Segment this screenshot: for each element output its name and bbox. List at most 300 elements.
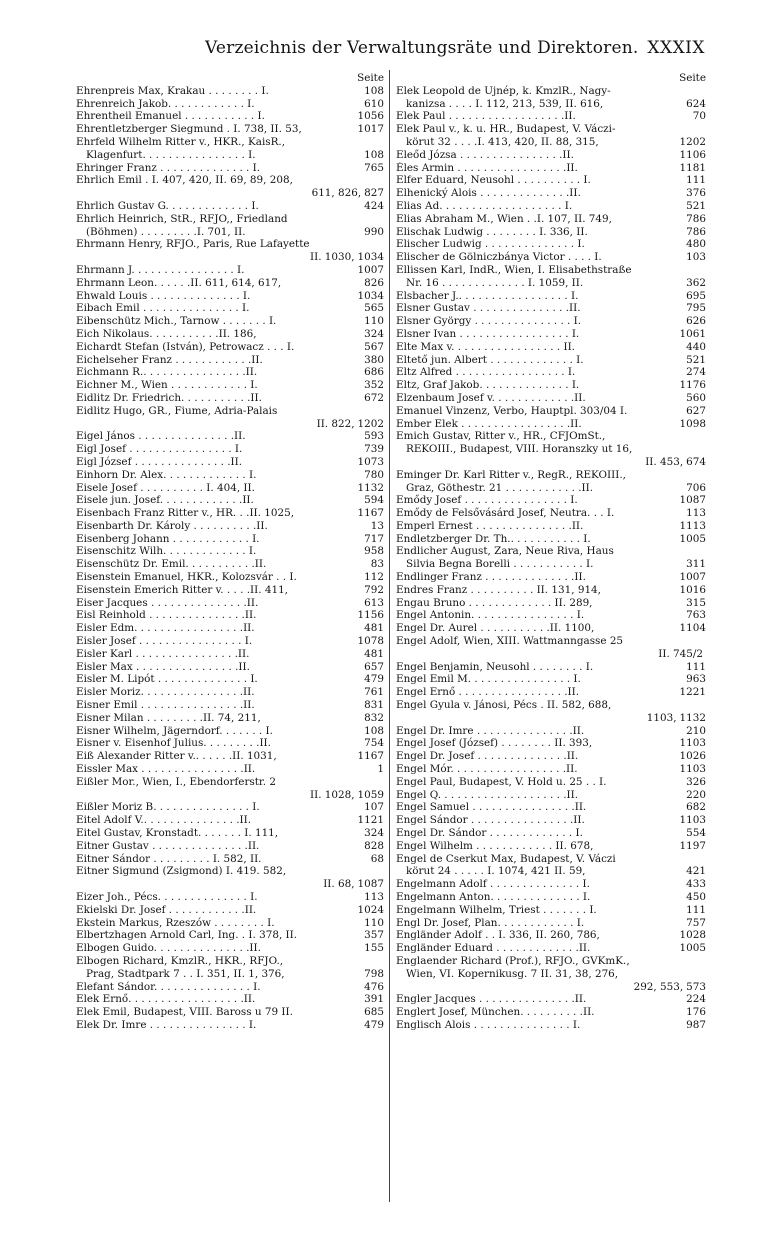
- entry-page-number: 798: [364, 967, 384, 980]
- entry-page-number: 594: [364, 494, 384, 507]
- entry-page-number: 686: [364, 366, 384, 379]
- entry-text: Eich Nikolaus. . . . . . . . . . .II. 186,: [76, 327, 257, 340]
- entry-text: Ehrenpreis Max, Krakau . . . . . . . . I.: [76, 84, 269, 97]
- entry-page-number: 113: [364, 891, 384, 903]
- entry-page-number: 1034: [357, 289, 384, 302]
- entry-text: Eisner v. Eisenhof Julius. . . . . . . . .II.: [76, 737, 271, 750]
- entry-page-number: 1007: [679, 571, 706, 584]
- entry-text: Eminger Dr. Karl Ritter v., RegR., REKOIII.,: [396, 468, 626, 481]
- entry-text: Eichelseher Franz . . . . . . . . . . . .II.: [76, 353, 263, 366]
- entry-text: kanizsa . . . . I. 112, 213, 539, II. 616,: [406, 97, 604, 110]
- entry-text: Englert Josef, München. . . . . . . . . .II.: [396, 1006, 595, 1019]
- index-entry: [76, 136, 384, 149]
- entry-page-number: 695: [686, 289, 706, 302]
- entry-page-number: 113: [686, 507, 706, 520]
- entry-text: Einhorn Dr. Alex. . . . . . . . . . . . . I.: [76, 468, 257, 481]
- index-entry: [396, 622, 706, 635]
- index-entry: [76, 827, 384, 840]
- index-entry: [76, 392, 384, 405]
- entry-page-number: 593: [364, 430, 384, 443]
- index-entry-continuation: [76, 789, 384, 802]
- entry-text: Elefant Sándor. . . . . . . . . . . . . . . I.: [76, 980, 261, 993]
- entry-page-number: 610: [364, 97, 384, 110]
- entry-text: Nr. 16 . . . . . . . . . . . . . I. 1059, II.: [406, 276, 584, 289]
- entry-text: Engel Dr. Aurel . . . . . . . . . . .II. 1100,: [396, 622, 595, 635]
- index-entry: [396, 942, 706, 955]
- index-entry: [396, 238, 706, 251]
- entry-text: Eisler Karl . . . . . . . . . . . . . . . .II.: [76, 647, 250, 660]
- entry-text: Engel Dr. Imre . . . . . . . . . . . . . . .II.: [396, 724, 585, 737]
- index-entry-continuation: [76, 418, 384, 431]
- index-entry: [76, 865, 384, 878]
- entry-text: Eitel Gustav, Kronstadt. . . . . . . I. 111,: [76, 827, 279, 840]
- entry-page-number: 108: [364, 724, 384, 737]
- entry-page-number: 220: [686, 788, 706, 801]
- column-divider: [389, 70, 390, 1202]
- entry-page-number: 326: [686, 775, 706, 788]
- entry-text: Eisele Josef . . . . . . . . . . I. 404, II.: [76, 481, 255, 494]
- entry-page-number: 1059: [357, 788, 384, 801]
- entry-page-number: 155: [364, 942, 384, 955]
- entry-text: Engel Mór. . . . . . . . . . . . . . . . . .II.: [396, 763, 578, 776]
- entry-page-number: 1016: [679, 583, 706, 596]
- entry-page-number: 311: [686, 558, 706, 571]
- index-entry-continuation: [396, 277, 706, 290]
- entry-text: Ekstein Markus, Rzeszów . . . . . . . . I.: [76, 916, 275, 929]
- entry-page-number: 481: [364, 622, 384, 635]
- entry-page-number: 990: [364, 225, 384, 238]
- index-entry: [76, 993, 384, 1006]
- index-entry: [396, 520, 706, 533]
- entry-page-number: 795: [686, 302, 706, 315]
- entry-text: Elsbacher J.. . . . . . . . . . . . . . . . . I.: [396, 289, 579, 302]
- entry-text: Elhenický Alois . . . . . . . . . . . . . .II.: [396, 187, 581, 200]
- entry-page-number: 1167: [357, 750, 384, 763]
- entry-page-number: 421: [686, 865, 706, 878]
- entry-text: 292, 553,: [633, 980, 684, 993]
- entry-text: Eleőd Józsa . . . . . . . . . . . . . . . .II.: [396, 148, 574, 161]
- entry-text: Elischak Ludwig . . . . . . . . I. 336, II.: [396, 225, 588, 238]
- index-entry: [396, 469, 706, 482]
- entry-text: Ehrlich Emil . I. 407, 420, II. 69, 89, 208,: [76, 174, 293, 187]
- entry-page-number: 1005: [679, 532, 706, 545]
- index-entry: [396, 929, 706, 942]
- entry-text: Engel Emil M. . . . . . . . . . . . . . . . I.: [396, 673, 581, 686]
- entry-text: Ehrfeld Wilhelm Ritter v., HKR., KaisR.,: [76, 135, 286, 148]
- index-entry-continuation: [396, 865, 706, 878]
- entry-page-number: 110: [364, 315, 384, 328]
- entry-page-number: 786: [686, 225, 706, 238]
- entry-text: Ember Elek . . . . . . . . . . . . . . . . .II.: [396, 417, 582, 430]
- entry-text: Engländer Adolf . . I. 336, II. 260, 786,: [396, 929, 600, 942]
- index-entry: [396, 737, 706, 750]
- entry-text: Eibenschütz Mich., Tarnow . . . . . . . I.: [76, 315, 277, 328]
- entry-text: Prag, Stadtpark 7 . . I. 351, II. 1, 376,: [86, 967, 285, 980]
- entry-text: Eibach Emil . . . . . . . . . . . . . . . I.: [76, 302, 250, 315]
- entry-page-number: 521: [686, 199, 706, 212]
- index-entry: [76, 853, 384, 866]
- entry-page-number: 1132: [357, 481, 384, 494]
- entry-text: Eisenstein Emanuel, HKR., Kolozsvár . . I.: [76, 571, 297, 584]
- entry-page-number: 567: [364, 340, 384, 353]
- entry-text: Endletzberger Dr. Th.. . . . . . . . . . . I.: [396, 532, 591, 545]
- entry-text: Eltz Alfred . . . . . . . . . . . . . . . . . I.: [396, 366, 576, 379]
- entry-text: Ellissen Karl, IndR., Wien, I. Elisabethstraße: [396, 263, 632, 276]
- entry-page-number: 450: [686, 891, 706, 903]
- entry-page-number: 828: [364, 839, 384, 852]
- index-entry: [76, 904, 384, 917]
- index-entry: [396, 1019, 706, 1032]
- entry-page-number: 757: [686, 916, 706, 929]
- index-entry: [396, 891, 706, 904]
- entry-text: Eitel Adolf V.. . . . . . . . . . . . . . .II.: [76, 814, 252, 827]
- seite-label: Seite: [357, 72, 384, 84]
- index-entry: [76, 328, 384, 341]
- index-entry: [76, 648, 384, 661]
- entry-page-number: 739: [364, 443, 384, 456]
- entry-text: Engelmann Wilhelm, Triest . . . . . . . I.: [396, 903, 597, 916]
- entry-text: Emanuel Vinzenz, Verbo, Hauptpl. 303/04 I.: [396, 404, 628, 417]
- entry-page-number: 672: [364, 391, 384, 404]
- entry-page-number: 315: [686, 596, 706, 609]
- index-entry: [396, 430, 706, 443]
- entry-text: Engler Jacques . . . . . . . . . . . . . . .II.: [396, 993, 587, 1006]
- entry-page-number: 1073: [357, 455, 384, 468]
- index-entry: [76, 929, 384, 942]
- index-entry: [396, 533, 706, 546]
- entry-text: Endlicher August, Zara, Neue Riva, Haus: [396, 545, 614, 558]
- index-entry: [396, 328, 706, 341]
- entry-text: körut 32 . . . .I. 413, 420, II. 88, 315,: [406, 135, 599, 148]
- index-entry: [76, 520, 384, 533]
- index-entry: [76, 891, 384, 904]
- entry-text: Ehrlich Heinrich, StR., RFJO,, Friedland: [76, 212, 288, 225]
- index-entry: [76, 341, 384, 354]
- index-entry: [396, 366, 706, 379]
- entry-page-number: 108: [364, 84, 384, 97]
- entry-page-number: 1098: [679, 417, 706, 430]
- index-entry: [396, 814, 706, 827]
- right-column: [396, 72, 706, 1032]
- entry-text: Eißler Moriz B. . . . . . . . . . . . . . . I.: [76, 801, 260, 814]
- entry-text: Eisner Emil . . . . . . . . . . . . . . . .II.: [76, 699, 255, 712]
- index-entry: [396, 315, 706, 328]
- entry-text: Ehrentheil Emanuel . . . . . . . . . . . I.: [76, 110, 265, 123]
- entry-text: Eisler Max . . . . . . . . . . . . . . . .II.: [76, 660, 250, 673]
- index-entry: [76, 366, 384, 379]
- entry-page-number: 1103: [679, 737, 706, 750]
- index-entry: [396, 917, 706, 930]
- entry-page-number: 1026: [679, 750, 706, 763]
- entry-page-number: 210: [686, 724, 706, 737]
- index-entry-continuation: [396, 648, 706, 661]
- entry-page-number: 1103: [679, 814, 706, 827]
- index-entry: [76, 776, 384, 789]
- index-entry: [396, 264, 706, 277]
- entry-text: Elek Leopold de Ujnép, k. KmzlR., Nagy-: [396, 84, 611, 97]
- seite-label: Seite: [679, 72, 706, 84]
- entry-page-number: 111: [686, 174, 706, 187]
- entry-page-number: 112: [364, 571, 384, 584]
- entry-text: Engel Antonin. . . . . . . . . . . . . . . . I.: [396, 609, 585, 622]
- entry-text: Klagenfurt. . . . . . . . . . . . . . . . I.: [86, 148, 256, 161]
- entry-text: Eidlitz Dr. Friedrich. . . . . . . . . . .II.: [76, 391, 262, 404]
- entry-page-number: 352: [364, 379, 384, 392]
- index-entry-continuation: [396, 482, 706, 495]
- entry-text: Eigl Josef . . . . . . . . . . . . . . . . I.: [76, 443, 243, 456]
- index-entry: [76, 635, 384, 648]
- index-entry: [76, 354, 384, 367]
- index-entry: [76, 507, 384, 520]
- index-entry: [396, 1006, 706, 1019]
- page-title: Verzeichnis der Verwaltungsräte und Direktoren.: [205, 38, 639, 58]
- page-number: XXXIX: [647, 38, 705, 58]
- entry-page-number: 573: [686, 980, 706, 993]
- index-entry: [76, 469, 384, 482]
- index-entry: [76, 597, 384, 610]
- entry-page-number: 274: [686, 366, 706, 379]
- entry-page-number: 1056: [357, 110, 384, 123]
- entry-page-number: 479: [364, 1018, 384, 1031]
- index-entry: [76, 213, 384, 226]
- entry-text: II. 822,: [316, 417, 355, 430]
- entry-page-number: 424: [364, 199, 384, 212]
- index-entry: [396, 545, 706, 558]
- index-entry: [396, 789, 706, 802]
- index-entry-continuation: [76, 226, 384, 239]
- entry-text: Emich Gustav, Ritter v., HR., CFJOmSt.,: [396, 430, 606, 443]
- entry-page-number: 480: [686, 238, 706, 251]
- entry-page-number: 1087: [357, 878, 384, 891]
- entry-text: Elsner Ivan . . . . . . . . . . . . . . . . . I.: [396, 327, 580, 340]
- index-entry: [76, 584, 384, 597]
- index-entry: [76, 917, 384, 930]
- entry-page-number: 1103: [679, 763, 706, 776]
- entry-page-number: 521: [686, 353, 706, 366]
- index-entry-continuation: [76, 968, 384, 981]
- index-entry: [76, 609, 384, 622]
- entry-text: Ehrmann J. . . . . . . . . . . . . . . . I.: [76, 263, 245, 276]
- index-entry: [76, 981, 384, 994]
- index-entry-continuation: [396, 98, 706, 111]
- index-entry-continuation: [396, 968, 706, 981]
- entry-text: Eisele jun. Josef. . . . . . . . . . . . .II.: [76, 494, 254, 507]
- entry-text: Elte Max v. . . . . . . . . . . . . . . . . II.: [396, 340, 575, 353]
- index-entry: [396, 149, 706, 162]
- entry-text: Engländer Eduard . . . . . . . . . . . . .II.: [396, 942, 591, 955]
- index-entry: [396, 507, 706, 520]
- entry-text: Eichner M., Wien . . . . . . . . . . . . I.: [76, 379, 258, 392]
- entry-page-number: 1017: [357, 123, 384, 136]
- entry-text: Eltz, Graf Jakob. . . . . . . . . . . . . . I.: [396, 379, 580, 392]
- entry-text: Eitner Sándor . . . . . . . . . I. 582, II.: [76, 852, 262, 865]
- index-entry: [76, 725, 384, 738]
- entry-text: (Böhmen) . . . . . . . . .I. 701, II.: [86, 225, 246, 238]
- index-entry-continuation: [76, 187, 384, 200]
- entry-page-number: 1106: [679, 148, 706, 161]
- entry-page-number: 380: [364, 353, 384, 366]
- entry-text: Eizer Joh., Pécs. . . . . . . . . . . . . . I.: [76, 891, 258, 903]
- entry-page-number: 111: [686, 903, 706, 916]
- index-entry: [76, 494, 384, 507]
- entry-page-number: 761: [364, 686, 384, 699]
- entry-page-number: 1202: [357, 417, 384, 430]
- index-entry: [76, 162, 384, 175]
- entry-text: Engel Benjamin, Neusohl . . . . . . . . I.: [396, 660, 594, 673]
- entry-text: Engel Samuel . . . . . . . . . . . . . . . .II.: [396, 801, 587, 814]
- index-entry: [396, 878, 706, 891]
- index-entry: [76, 942, 384, 955]
- index-entry: [76, 801, 384, 814]
- entry-text: Engel de Cserkut Max, Budapest, V. Váczi: [396, 852, 616, 865]
- entry-text: Ehrmann Henry, RFJO., Paris, Rue Lafayette: [76, 238, 310, 251]
- index-entry: [76, 673, 384, 686]
- index-entry-continuation: [396, 712, 706, 725]
- entry-page-number: 1104: [679, 622, 706, 635]
- entry-page-number: 613: [364, 596, 384, 609]
- entry-page-number: 674: [686, 455, 706, 468]
- left-column: [76, 72, 384, 1032]
- entry-page-number: 827: [364, 187, 384, 200]
- entry-text: Endres Franz . . . . . . . . . . II. 131, 914,: [396, 583, 601, 596]
- entry-text: Graz, Göthestr. 21 . . . . . . . . . . . .II.: [406, 481, 594, 494]
- entry-page-number: 560: [686, 391, 706, 404]
- entry-page-number: 357: [364, 929, 384, 942]
- entry-page-number: 224: [686, 993, 706, 1006]
- entry-page-number: 754: [364, 737, 384, 750]
- entry-page-number: 176: [686, 1006, 706, 1019]
- index-entry: [396, 853, 706, 866]
- entry-text: Eisler Moriz. . . . . . . . . . . . . . . .II.: [76, 686, 255, 699]
- entry-text: Ehrentletzberger Siegmund . I. 738, II. 53,: [76, 123, 302, 136]
- entry-page-number: 111: [686, 660, 706, 673]
- entry-text: Eisenbach Franz Ritter v., HR. . .II. 1025,: [76, 507, 295, 520]
- entry-page-number: 476: [364, 980, 384, 993]
- entry-page-number: 479: [364, 673, 384, 686]
- entry-page-number: 685: [364, 1006, 384, 1019]
- entry-page-number: 1: [377, 763, 384, 776]
- entry-page-number: 107: [364, 801, 384, 814]
- entry-text: Eichmann R.. . . . . . . . . . . . . . . .II.: [76, 366, 258, 379]
- entry-page-number: 83: [370, 558, 384, 571]
- index-entry: [76, 545, 384, 558]
- index-entry: [76, 1006, 384, 1019]
- entry-page-number: 682: [686, 801, 706, 814]
- entry-page-number: 1024: [357, 903, 384, 916]
- entry-page-number: 324: [364, 827, 384, 840]
- entry-page-number: 1197: [679, 839, 706, 852]
- entry-text: II. 1030,: [309, 251, 355, 264]
- index-entry: [76, 533, 384, 546]
- entry-text: Ehringer Franz . . . . . . . . . . . . . . I.: [76, 161, 261, 174]
- entry-text: körut 24 . . . . . I. 1074, 421 II. 59,: [406, 865, 586, 878]
- index-entry: [396, 763, 706, 776]
- entry-text: Eisenstein Emerich Ritter v. . . . .II. 411,: [76, 583, 288, 596]
- entry-text: Eitner Gustav . . . . . . . . . . . . . . .II.: [76, 839, 260, 852]
- entry-text: Engel Paul, Budapest, V. Hold u. 25 . . I.: [396, 775, 607, 788]
- entry-page-number: 792: [364, 583, 384, 596]
- entry-text: Engel Wilhelm . . . . . . . . . . . . II. 678,: [396, 839, 594, 852]
- entry-text: Engel Dr. Sándor . . . . . . . . . . . . . I.: [396, 827, 583, 840]
- entry-text: Engelmann Anton. . . . . . . . . . . . . . I.: [396, 891, 591, 903]
- index-entry: [76, 290, 384, 303]
- index-entry: [76, 1019, 384, 1032]
- entry-text: Elbertzhagen Arnold Carl, Ing. . I. 378, II.: [76, 929, 298, 942]
- entry-text: II. 1028,: [309, 788, 355, 801]
- entry-page-number: 391: [364, 993, 384, 1006]
- index-entry: [396, 200, 706, 213]
- entry-page-number: 1028: [679, 929, 706, 942]
- entry-text: Eisler M. Lipót . . . . . . . . . . . . . . I.: [76, 673, 258, 686]
- entry-page-number: 832: [364, 711, 384, 724]
- index-entry: [76, 405, 384, 418]
- entry-text: Elek Ernő. . . . . . . . . . . . . . . . . .II.: [76, 993, 256, 1006]
- entry-page-number: 1181: [679, 161, 706, 174]
- index-entry: [396, 661, 706, 674]
- entry-page-number: 376: [686, 187, 706, 200]
- entry-text: II. 745/2: [658, 647, 703, 660]
- entry-page-number: 765: [364, 161, 384, 174]
- entry-page-number: 1078: [357, 635, 384, 648]
- entry-page-number: 1087: [679, 494, 706, 507]
- entry-page-number: 626: [686, 315, 706, 328]
- index-entry: [76, 737, 384, 750]
- entry-text: Ehrmann Leon. . . . . .II. 611, 614, 617,: [76, 276, 282, 289]
- entry-text: Éles Armin . . . . . . . . . . . . . . . . .II.: [396, 161, 578, 174]
- entry-page-number: 1007: [357, 263, 384, 276]
- entry-text: Engelmann Adolf . . . . . . . . . . . . . . I.: [396, 878, 590, 891]
- index-entry: [396, 597, 706, 610]
- index-entry: [76, 661, 384, 674]
- index-entry: [76, 98, 384, 111]
- index-entry: [76, 110, 384, 123]
- entry-text: Engel Josef (József) . . . . . . . . II. 393,: [396, 737, 593, 750]
- entry-text: II. 453,: [645, 455, 684, 468]
- entry-text: Eisenschütz Dr. Emil. . . . . . . . . . .II.: [76, 558, 267, 571]
- entry-text: Eitner Sigmund (Zsigmond) I. 419. 582,: [76, 865, 287, 878]
- entry-text: Emődy de Felsővásárd Josef, Neutra. . . I.: [396, 507, 615, 520]
- entry-text: Eigl József . . . . . . . . . . . . . . .II.: [76, 455, 243, 468]
- entry-text: Eiß Alexander Ritter v.. . . . . .II. 1031,: [76, 750, 277, 763]
- index-entry: [396, 341, 706, 354]
- index-entry: [76, 277, 384, 290]
- entry-text: Eissler Max . . . . . . . . . . . . . . . .II.: [76, 763, 256, 776]
- entry-text: Engel Gyula v. Jánosi, Pécs . II. 582, 688,: [396, 699, 612, 712]
- entry-text: Elbogen Guido. . . . . . . . . . . . . . .II.: [76, 942, 261, 955]
- index-entry: [396, 110, 706, 123]
- entry-text: Englaender Richard (Prof.), RFJO., GVKmK.,: [396, 954, 630, 967]
- entry-page-number: 1061: [679, 327, 706, 340]
- index-entry-continuation: [396, 443, 706, 456]
- entry-text: Elias Abraham M., Wien . .I. 107, II. 749,: [396, 212, 612, 225]
- entry-page-number: 110: [364, 916, 384, 929]
- index-entry: [396, 162, 706, 175]
- index-entry: [396, 584, 706, 597]
- index-entry: [76, 443, 384, 456]
- entry-page-number: 826: [364, 276, 384, 289]
- index-entry: [396, 379, 706, 392]
- index-entry: [76, 430, 384, 443]
- index-entry: [76, 955, 384, 968]
- entry-page-number: 13: [370, 519, 384, 532]
- index-entry-continuation: [396, 136, 706, 149]
- index-entry: [76, 571, 384, 584]
- entry-text: Emődy Josef . . . . . . . . . . . . . . . . I.: [396, 494, 578, 507]
- index-entry: [396, 955, 706, 968]
- entry-text: Engel Dr. Josef . . . . . . . . . . . . . .II.: [396, 750, 579, 763]
- index-entry: [76, 123, 384, 136]
- entry-text: Elzenbaum Josef v. . . . . . . . . . . . .II.: [396, 391, 586, 404]
